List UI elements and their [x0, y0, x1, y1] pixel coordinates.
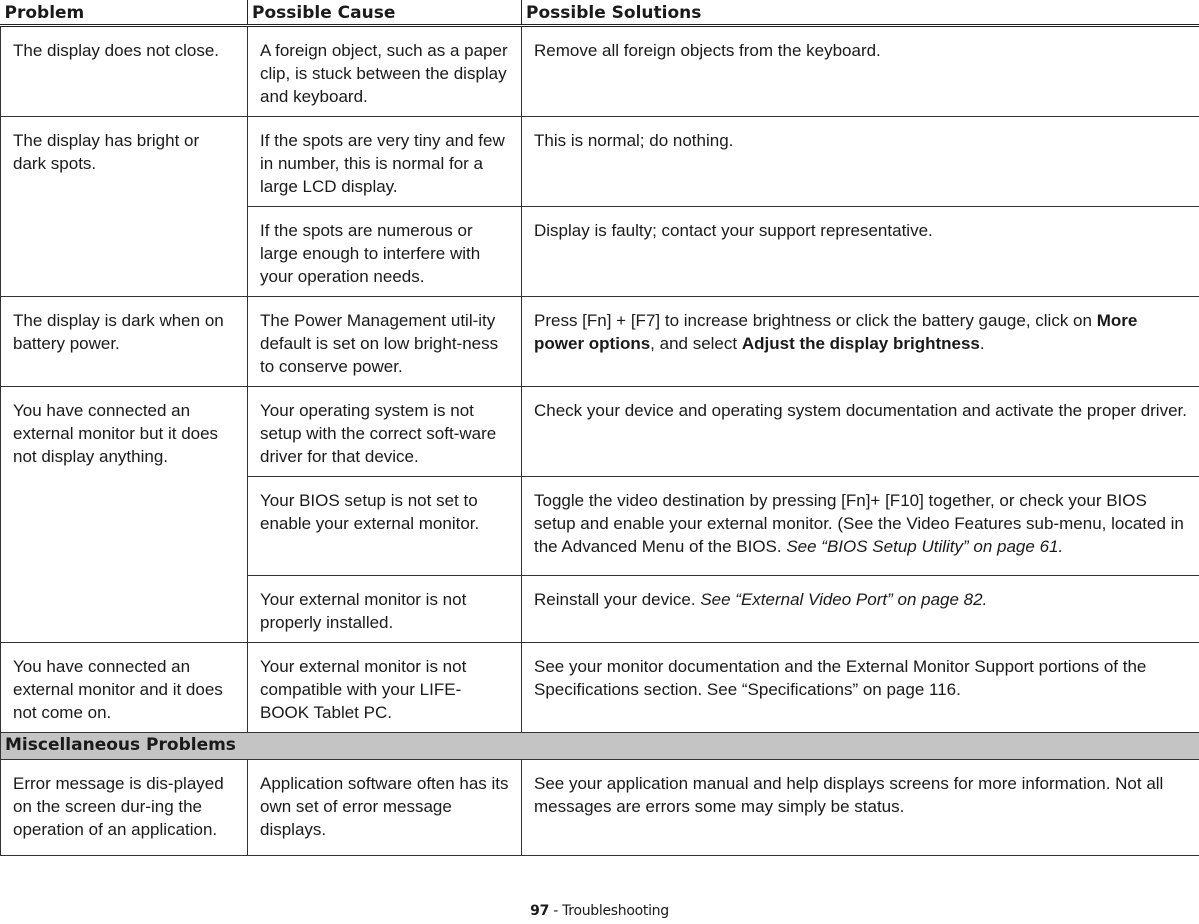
table-row: [1, 760, 1199, 856]
cross-reference: See “BIOS Setup Utility” on page 61.: [786, 537, 1064, 556]
adjust-brightness-label: Adjust the display brightness: [741, 334, 980, 353]
solution-text: Press [Fn] + [F7] to increase brightness or click the battery gauge, click on: [534, 311, 1097, 330]
table-row: [1, 26, 1199, 117]
cause-cell: Your operating system is not setup with the correct soft-ware driver for that device.: [248, 387, 522, 477]
solution-cell: This is normal; do nothing.: [522, 117, 1199, 207]
cross-reference: See “External Video Port” on page 82.: [700, 590, 988, 609]
table-row: [1, 117, 1199, 207]
solution-cell: See your application manual and help displays screens for more information. Not all messages are errors some may simply be status.: [522, 760, 1199, 856]
footer-section: - Troubleshooting: [549, 903, 669, 919]
solution-cell: See your monitor documentation and the External Monitor Support portions of the Specifications section. See “Specifications” on page 116.: [522, 643, 1199, 733]
solution-cell: [522, 477, 1199, 576]
cause-cell: Your external monitor is not properly installed.: [248, 576, 522, 643]
cause-cell: Your external monitor is not compatible with your LIFE-BOOK Tablet PC.: [248, 643, 522, 733]
table-header-row: [1, 0, 1199, 26]
problem-cell: The display does not close.: [1, 26, 248, 117]
problem-cell: The display is dark when on battery power.: [1, 297, 248, 387]
cause-cell: If the spots are very tiny and few in number, this is normal for a large LCD display.: [248, 117, 522, 207]
solution-text: Toggle the video destination by pressing [Fn]+ [F10] together, or check your BIOS setup and enable your external monitor. (See the Video Features sub-menu, located in the Advanced Menu of the BIOS.: [534, 491, 1184, 556]
header-problem: Problem: [1, 0, 248, 26]
table-row: [1, 643, 1199, 733]
solution-text: , and select: [650, 334, 742, 353]
problem-cell: You have connected an external monitor but it does not display anything.: [1, 387, 248, 643]
table-row: [1, 387, 1199, 477]
header-possible-cause: Possible Cause: [248, 0, 522, 26]
problem-cell: Error message is dis-played on the screen dur-ing the operation of an application.: [1, 760, 248, 856]
cause-cell: Application software often has its own set of error message displays.: [248, 760, 522, 856]
solution-cell: [522, 576, 1199, 643]
page-number: 97: [530, 903, 550, 919]
solution-cell: Display is faulty; contact your support representative.: [522, 207, 1199, 297]
problem-cell: The display has bright or dark spots.: [1, 117, 248, 297]
solution-cell: Check your device and operating system documentation and activate the proper driver.: [522, 387, 1199, 477]
cause-cell: If the spots are numerous or large enough to interfere with your operation needs.: [248, 207, 522, 297]
section-heading: Miscellaneous Problems: [1, 733, 1199, 760]
more-power-options-label: More power options: [534, 311, 1138, 353]
solution-cell: [522, 297, 1199, 387]
problem-cell: You have connected an external monitor and it does not come on.: [1, 643, 248, 733]
cause-cell: The Power Management util-ity default is set on low bright-ness to conserve power.: [248, 297, 522, 387]
solution-cell: Remove all foreign objects from the keyboard.: [522, 26, 1199, 117]
solution-text: .: [979, 334, 985, 353]
table-row: [1, 297, 1199, 387]
cause-cell: A foreign object, such as a paper clip, is stuck between the display and keyboard.: [248, 26, 522, 117]
page-footer: [0, 903, 1199, 919]
section-row: [1, 733, 1199, 760]
header-possible-solutions: Possible Solutions: [522, 0, 1199, 26]
solution-text: Reinstall your device.: [534, 590, 701, 609]
cause-cell: Your BIOS setup is not set to enable your external monitor.: [248, 477, 522, 576]
